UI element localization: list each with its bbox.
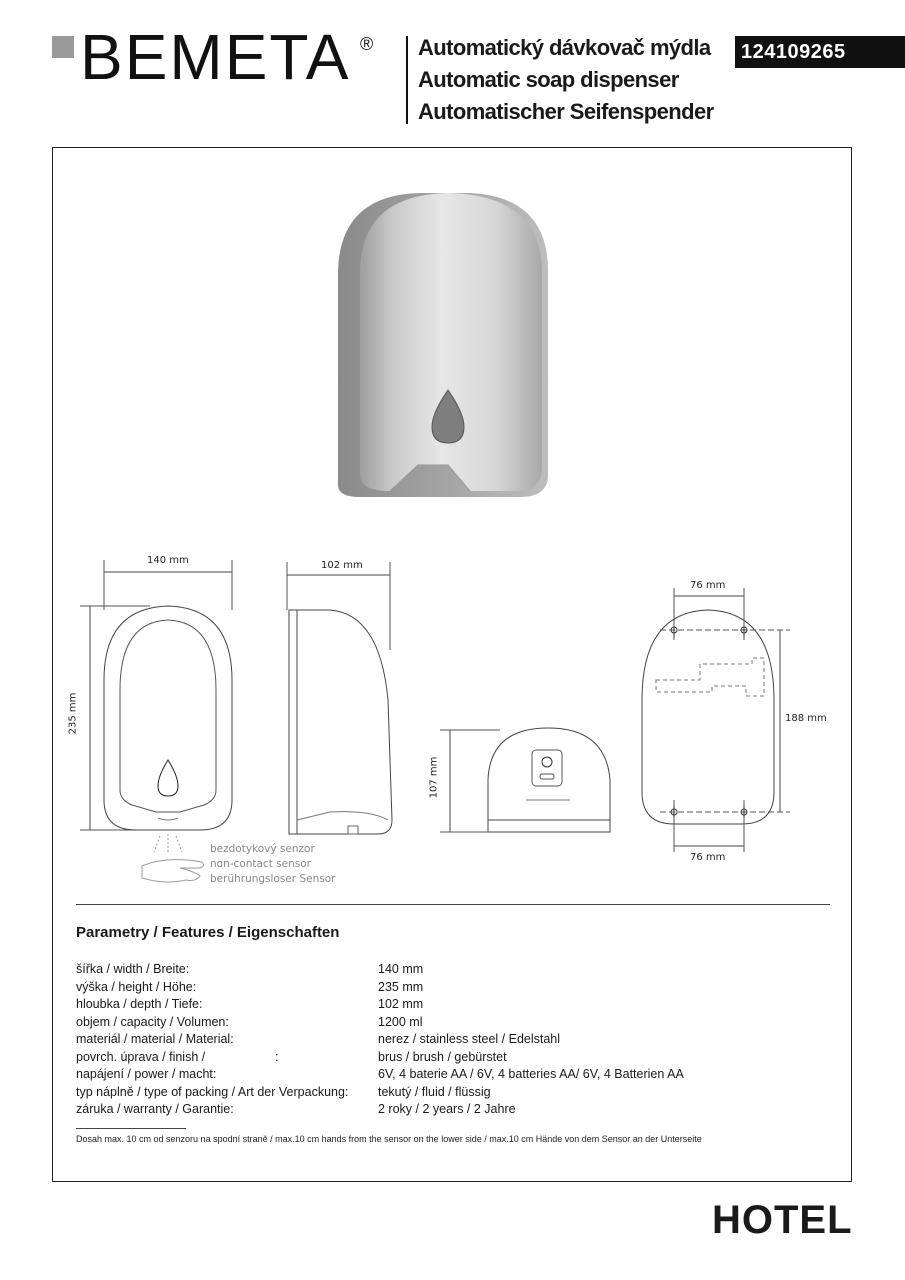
spec-row: [76, 1084, 830, 1102]
spec-value: nerez / stainless steel / Edelstahl: [378, 1032, 561, 1046]
hole-vertical-dimension: 188 mm: [785, 713, 827, 724]
spec-key: záruka / warranty / Garantie:: [76, 1102, 234, 1116]
registered-mark: ®: [360, 34, 374, 54]
side-view: [287, 562, 392, 834]
title-de: Automatischer Seifenspender: [418, 99, 714, 124]
spec-row: [76, 1049, 830, 1067]
section-divider: [76, 904, 830, 905]
back-view: [642, 588, 790, 852]
brand-logo: BEMETA: [80, 21, 351, 93]
sensor-note-en: non-contact sensor: [210, 858, 311, 870]
spec-key: materiál / material / Material:: [76, 1032, 234, 1046]
spec-key: objem / capacity / Volumen:: [76, 1014, 229, 1029]
footnote-rule: [76, 1128, 186, 1129]
spec-key: povrch. úprava / finish /: [76, 1049, 206, 1064]
spec-key: výška / height / Höhe:: [76, 979, 197, 994]
spec-value: brus / brush / gebürstet: [378, 1049, 507, 1064]
spec-value: 1200 ml: [378, 1014, 423, 1029]
hole-spacing-bottom: 76 mm: [690, 852, 726, 863]
spec-value: 6V, 4 baterie AA / 6V, 4 batteries AA/ 6V, 4 Batterien AA: [378, 1067, 684, 1081]
spec-key: šířka / width / Breite:: [76, 962, 190, 976]
spec-value: 140 mm: [378, 962, 424, 976]
sensor-note-cz: bezdotykový senzor: [210, 843, 315, 855]
height-dimension: 235 mm: [67, 692, 79, 735]
bottom-height-dimension: 107 mm: [428, 756, 440, 799]
spec-row: [76, 979, 830, 997]
spec-row: [76, 1031, 830, 1049]
spec-row: [76, 996, 830, 1014]
footnote: Dosah max. 10 cm od senzoru na spodní straně / max.10 cm hands from the sensor on the lower side / max.10 cm Hände von dem Sensor an der Unterseite: [76, 1134, 702, 1144]
bottom-view: [440, 728, 610, 832]
sensor-note: [210, 842, 335, 887]
spec-value: 235 mm: [378, 979, 424, 994]
width-dimension: 140 mm: [147, 555, 189, 566]
spec-key: napájení / power / macht:: [76, 1067, 217, 1081]
depth-dimension: 102 mm: [321, 560, 363, 571]
features-table: [76, 961, 830, 1119]
spec-value: 102 mm: [378, 997, 424, 1011]
spec-row: [76, 1101, 830, 1119]
spec-colon: :: [275, 1049, 279, 1064]
front-view: [80, 560, 232, 882]
spec-row: [76, 1066, 830, 1084]
spec-row: [76, 1014, 830, 1032]
spec-row: [76, 961, 830, 979]
title-en: Automatic soap dispenser: [418, 67, 679, 92]
title-cz: Automatický dávkovač mýdla: [418, 35, 711, 60]
hole-spacing-top: 76 mm: [690, 580, 726, 591]
category-label: HOTEL: [712, 1198, 853, 1242]
spec-key: hloubka / depth / Tiefe:: [76, 997, 203, 1011]
product-code: 124109265: [735, 36, 905, 68]
spec-value: 2 roky / 2 years / 2 Jahre: [378, 1102, 516, 1116]
sensor-note-de: berührungsloser Sensor: [210, 873, 336, 885]
features-title: Parametry / Features / Eigenschaften: [76, 924, 340, 941]
spec-value: tekutý / fluid / flüssig: [378, 1084, 491, 1099]
spec-key: typ náplně / type of packing / Art der Verpackung:: [76, 1084, 349, 1099]
